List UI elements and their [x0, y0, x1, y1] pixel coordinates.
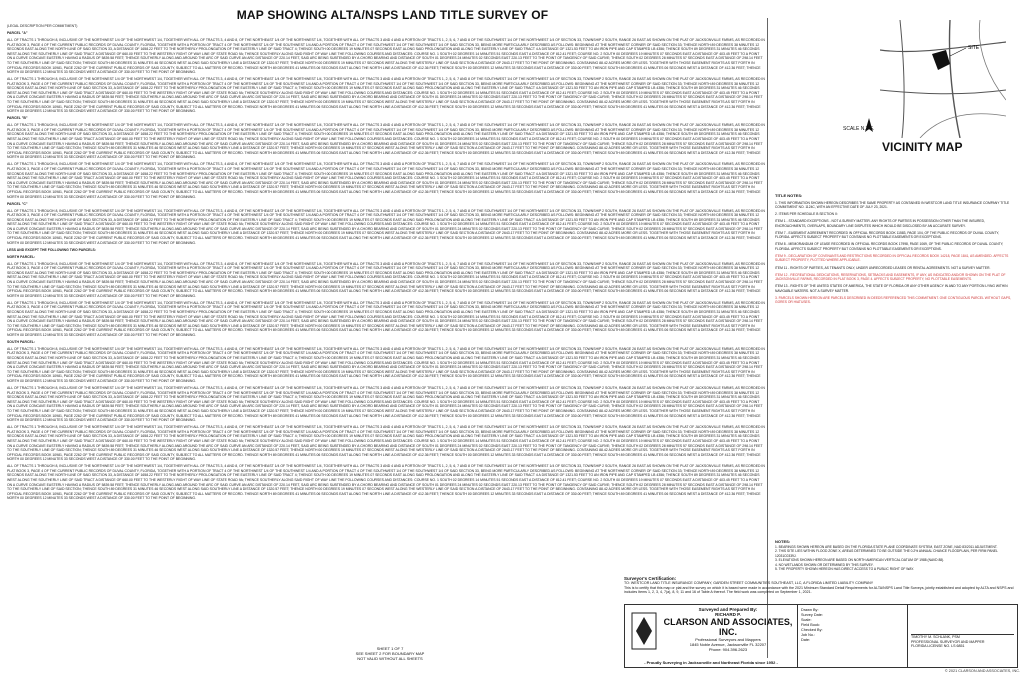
legal-paragraph: ALL OF TRACTS 1 THROUGH 8, INCLUSIVE OF THE NORTHWEST 1/4 OF THE NORTHWEST 1/4, TOGETHER WITH ALL OF TRACTS 3, 4 AND 8, OF THE NORTHEAST 1/4 OF THE NORTHWEST 1/4, TOGETHER WITH ALL OF TRACTS 3 AND 4 AND A PORTION OF TRACTS 1, 2, 5, 6, 7 AND 8 OF THE SOUTHWEST 1/4 OF THE NORTHWEST 1/4 OF SECTION 33, TOWNSHIP 2 SOUTH, RANGE 26 EAST AS SHOWN ON THE PLAT OF JACKSONVILLE FARMS, AS RECORDED IN PLAT BOOK 3, PAGE 4 OF THE CURRENT PUBLIC RECORDS OF DUVAL COUNTY, FLORIDA, TOGETHER WITH A PORTION OF TRACT 4 OF THE NORTHWEST 1/4 OF THE SOUTHWEST 1/4 AND A PORTION OF TRACT 4 OF THE SOUTHWEST 1/4 OF THE SOUTHWEST 1/4 OF SAID SECTION 33, BEING MORE PARTICULARLY DESCRIBED AS FOLLOWS: BEGINNING AT THE NORTHWEST CORNER OF SAID SECTION 33; THENCE NORTH 89 DEGREES 38 MINUTES 12 SECONDS EAST ALONG THE NORTH LINE OF SAID SECTION 33, A DISTANCE OF 1658.22 FEET TO THE NORTHERLY PROLONGATION OF THE EASTERLY LINE OF SAID TRACT 4; THENCE SOUTH 00 DEGREES 19 MINUTES 07 SECONDS EAST ALONG SAID PROLONGATION AND ALONG THE EASTERLY LINE OF SAID TRACT 4 A DISTANCE OF 1321.53 FEET TO AN IRON PIPE AND CAP STAMPED LB 4356; THENCE SOUTH 89 DEGREES 31 MINUTES 46 SECONDS WEST ALONG THE SOUTHERLY LINE OF SAID TRACT A DISTANCE OF 660.00 FEET TO THE WESTERLY RIGHT OF WAY LINE OF STATE ROAD 9A; THENCE SOUTHERLY ALONG SAID RIGHT OF WAY LINE THE FOLLOWING COURSES AND DISTANCES: COURSE NO. 1 SOUTH 02 DEGREES 14 MINUTES 51 SECONDS EAST A DISTANCE OF 812.41 FEET; COURSE NO. 2 SOUTH 00 DEGREES 19 MINUTES 07 SECONDS EAST A DISTANCE OF 403.45 FEET TO A POINT ON A CURVE CONCAVE EASTERLY HAVING A RADIUS OF 5839.58 FEET; THENCE SOUTHERLY ALONG AND AROUND THE ARC OF SAID CURVE AN ARC DISTANCE OF 220.14 FEET, SAID ARC BEING SUBTENDED BY A CHORD BEARING AND DISTANCE OF SOUTH 01 DEGREES 24 MINUTES 02 SECONDS EAST 220.13 FEET TO THE POINT OF TANGENCY OF SAID CURVE; THENCE SOUTH 02 DEGREES 28 MINUTES 57 SECONDS EAST A DISTANCE OF 298.14 FEET TO THE SOUTHERLY LINE OF SAID SECTION; THENCE SOUTH 89 DEGREES 31 MINUTES 46 SECONDS WEST ALONG SAID SOUTHERLY LINE A DISTANCE OF 1320.57 FEET; THENCE NORTH 00 DEGREES 19 MINUTES 07 SECONDS WEST ALONG THE WESTERLY LINE OF SAID SECTION A DISTANCE OF 2643.17 FEET TO THE POINT OF BEGINNING. CONTAINING 88.42 ACRES MORE OR LESS. TOGETHER WITH THOSE EASEMENT RIGHTS AS SET FORTH IN OFFICIAL RECORDS BOOK 10981, PAGE 2262 OF THE CURRENT PUBLIC RECORDS OF SAID COUNTY, SUBJECT TO ALL MATTERS OF RECORD. THENCE NORTH 89 DEGREES 41 MINUTES 06 SECONDS EAST ALONG THE NORTH LINE A DISTANCE OF 412.36 FEET; THENCE SOUTH 00 DEGREES 12 MINUTES 33 SECONDS EAST A DISTANCE OF 330.00 FEET; THENCE SOUTH 89 DEGREES 41 MINUTES 06 SECONDS WEST A DISTANCE OF 412.36 FEET; THENCE NORTH 00 DEGREES 12 MINUTES 33 SECONDS WEST A DISTANCE OF 330.00 FEET TO THE POINT OF BEGINNING.	[7, 208, 765, 245]
legal-paragraph: ALL OF TRACTS 1 THROUGH 8, INCLUSIVE OF THE NORTHWEST 1/4 OF THE NORTHWEST 1/4, TOGETHER WITH ALL OF TRACTS 3, 4 AND 8, OF THE NORTHEAST 1/4 OF THE NORTHWEST 1/4, TOGETHER WITH ALL OF TRACTS 3 AND 4 AND A PORTION OF TRACTS 1, 2, 5, 6, 7 AND 8 OF THE SOUTHWEST 1/4 OF THE NORTHWEST 1/4 OF SECTION 33, TOWNSHIP 2 SOUTH, RANGE 26 EAST AS SHOWN ON THE PLAT OF JACKSONVILLE FARMS, AS RECORDED IN PLAT BOOK 3, PAGE 4 OF THE CURRENT PUBLIC RECORDS OF DUVAL COUNTY, FLORIDA, TOGETHER WITH A PORTION OF TRACT 4 OF THE NORTHWEST 1/4 OF THE SOUTHWEST 1/4 AND A PORTION OF TRACT 4 OF THE SOUTHWEST 1/4 OF THE SOUTHWEST 1/4 OF SAID SECTION 33, BEING MORE PARTICULARLY DESCRIBED AS FOLLOWS: BEGINNING AT THE NORTHWEST CORNER OF SAID SECTION 33; THENCE NORTH 89 DEGREES 38 MINUTES 12 SECONDS EAST ALONG THE NORTH LINE OF SAID SECTION 33, A DISTANCE OF 1658.22 FEET TO THE NORTHERLY PROLONGATION OF THE EASTERLY LINE OF SAID TRACT 4; THENCE SOUTH 00 DEGREES 19 MINUTES 07 SECONDS EAST ALONG SAID PROLONGATION AND ALONG THE EASTERLY LINE OF SAID TRACT 4 A DISTANCE OF 1321.53 FEET TO AN IRON PIPE AND CAP STAMPED LB 4356; THENCE SOUTH 89 DEGREES 31 MINUTES 46 SECONDS WEST ALONG THE SOUTHERLY LINE OF SAID TRACT A DISTANCE OF 660.00 FEET TO THE WESTERLY RIGHT OF WAY LINE OF STATE ROAD 9A; THENCE SOUTHERLY ALONG SAID RIGHT OF WAY LINE THE FOLLOWING COURSES AND DISTANCES: COURSE NO. 1 SOUTH 02 DEGREES 14 MINUTES 51 SECONDS EAST A DISTANCE OF 812.41 FEET; COURSE NO. 2 SOUTH 00 DEGREES 19 MINUTES 07 SECONDS EAST A DISTANCE OF 403.45 FEET TO A POINT ON A CURVE CONCAVE EASTERLY HAVING A RADIUS OF 5839.58 FEET; THENCE SOUTHERLY ALONG AND AROUND THE ARC OF SAID CURVE AN ARC DISTANCE OF 220.14 FEET, SAID ARC BEING SUBTENDED BY A CHORD BEARING AND DISTANCE OF SOUTH 01 DEGREES 24 MINUTES 02 SECONDS EAST 220.13 FEET TO THE POINT OF TANGENCY OF SAID CURVE; THENCE SOUTH 02 DEGREES 28 MINUTES 57 SECONDS EAST A DISTANCE OF 298.14 FEET TO THE SOUTHERLY LINE OF SAID SECTION; THENCE SOUTH 89 DEGREES 31 MINUTES 46 SECONDS WEST ALONG SAID SOUTHERLY LINE A DISTANCE OF 1320.57 FEET; THENCE NORTH 00 DEGREES 19 MINUTES 07 SECONDS WEST ALONG THE WESTERLY LINE OF SAID SECTION A DISTANCE OF 2643.17 FEET TO THE POINT OF BEGINNING. CONTAINING 88.42 ACRES MORE OR LESS. TOGETHER WITH THOSE EASEMENT RIGHTS AS SET FORTH IN OFFICIAL RECORDS BOOK 10981, PAGE 2262 OF THE CURRENT PUBLIC RECORDS OF SAID COUNTY, SUBJECT TO ALL MATTERS OF RECORD. THENCE NORTH 89 DEGREES 41 MINUTES 06 SECONDS EAST ALONG THE NORTH LINE A DISTANCE OF 412.36 FEET; THENCE SOUTH 00 DEGREES 12 MINUTES 33 SECONDS EAST A DISTANCE OF 330.00 FEET; THENCE SOUTH 89 DEGREES 41 MINUTES 06 SECONDS WEST A DISTANCE OF 412.36 FEET; THENCE NORTH 00 DEGREES 12 MINUTES 33 SECONDS WEST A DISTANCE OF 330.00 FEET TO THE POINT OF BEGINNING.	[7, 346, 765, 384]
title-notes	[775, 194, 1013, 538]
sheet-line: NOT VALID WITHOUT ALL SHEETS	[357, 656, 423, 661]
firm-name: CLARSON AND ASSOCIATES, INC.	[663, 617, 793, 637]
note-item: 1. BEARINGS SHOWN HEREON ARE BASED ON THE FLORIDA STATE PLANE COORDINATE SYSTEM, EAST ZONE, NAD 83/2011 ADJUSTMENT.	[775, 544, 998, 549]
note-item: 1. THIS INFORMATION SHOWN HEREON DESCRIBES THE SAME PROPERTY AS CONTAINED IN WESTCOR LAND TITLE INSURANCE COMPANY TITLE COMMITMENT NO. 1124C, WITH AN EFFECTIVE DATE OF JULY 23, 2021.	[775, 200, 1010, 209]
column-divider	[767, 18, 768, 658]
scale-label: SCALE N.T.S.	[843, 126, 875, 132]
title-block	[624, 604, 1018, 668]
firm-block	[663, 607, 793, 652]
legal-paragraph: ALL OF TRACTS 1 THROUGH 8, INCLUSIVE OF THE NORTHWEST 1/4 OF THE NORTHWEST 1/4, TOGETHER WITH ALL OF TRACTS 3, 4 AND 8, OF THE NORTHEAST 1/4 OF THE NORTHWEST 1/4, TOGETHER WITH ALL OF TRACTS 3 AND 4 AND A PORTION OF TRACTS 1, 2, 5, 6, 7 AND 8 OF THE SOUTHWEST 1/4 OF THE NORTHWEST 1/4 OF SECTION 33, TOWNSHIP 2 SOUTH, RANGE 26 EAST AS SHOWN ON THE PLAT OF JACKSONVILLE FARMS, AS RECORDED IN PLAT BOOK 3, PAGE 4 OF THE CURRENT PUBLIC RECORDS OF DUVAL COUNTY, FLORIDA, TOGETHER WITH A PORTION OF TRACT 4 OF THE NORTHWEST 1/4 OF THE SOUTHWEST 1/4 AND A PORTION OF TRACT 4 OF THE SOUTHWEST 1/4 OF THE SOUTHWEST 1/4 OF SAID SECTION 33, BEING MORE PARTICULARLY DESCRIBED AS FOLLOWS: BEGINNING AT THE NORTHWEST CORNER OF SAID SECTION 33; THENCE NORTH 89 DEGREES 38 MINUTES 12 SECONDS EAST ALONG THE NORTH LINE OF SAID SECTION 33, A DISTANCE OF 1658.22 FEET TO THE NORTHERLY PROLONGATION OF THE EASTERLY LINE OF SAID TRACT 4; THENCE SOUTH 00 DEGREES 19 MINUTES 07 SECONDS EAST ALONG SAID PROLONGATION AND ALONG THE EASTERLY LINE OF SAID TRACT 4 A DISTANCE OF 1321.53 FEET TO AN IRON PIPE AND CAP STAMPED LB 4356; THENCE SOUTH 89 DEGREES 31 MINUTES 46 SECONDS WEST ALONG THE SOUTHERLY LINE OF SAID TRACT A DISTANCE OF 660.00 FEET TO THE WESTERLY RIGHT OF WAY LINE OF STATE ROAD 9A; THENCE SOUTHERLY ALONG SAID RIGHT OF WAY LINE THE FOLLOWING COURSES AND DISTANCES: COURSE NO. 1 SOUTH 02 DEGREES 14 MINUTES 51 SECONDS EAST A DISTANCE OF 812.41 FEET; COURSE NO. 2 SOUTH 00 DEGREES 19 MINUTES 07 SECONDS EAST A DISTANCE OF 403.45 FEET TO A POINT ON A CURVE CONCAVE EASTERLY HAVING A RADIUS OF 5839.58 FEET; THENCE SOUTHERLY ALONG AND AROUND THE ARC OF SAID CURVE AN ARC DISTANCE OF 220.14 FEET, SAID ARC BEING SUBTENDED BY A CHORD BEARING AND DISTANCE OF SOUTH 01 DEGREES 24 MINUTES 02 SECONDS EAST 220.13 FEET TO THE POINT OF TANGENCY OF SAID CURVE; THENCE SOUTH 02 DEGREES 28 MINUTES 57 SECONDS EAST A DISTANCE OF 298.14 FEET TO THE SOUTHERLY LINE OF SAID SECTION; THENCE SOUTH 89 DEGREES 31 MINUTES 46 SECONDS WEST ALONG SAID SOUTHERLY LINE A DISTANCE OF 1320.57 FEET; THENCE NORTH 00 DEGREES 19 MINUTES 07 SECONDS WEST ALONG THE WESTERLY LINE OF SAID SECTION A DISTANCE OF 2643.17 FEET TO THE POINT OF BEGINNING. CONTAINING 88.42 ACRES MORE OR LESS. TOGETHER WITH THOSE EASEMENT RIGHTS AS SET FORTH IN OFFICIAL RECORDS BOOK 10981, PAGE 2262 OF THE CURRENT PUBLIC RECORDS OF SAID COUNTY, SUBJECT TO ALL MATTERS OF RECORD. THENCE NORTH 89 DEGREES 41 MINUTES 06 SECONDS EAST ALONG THE NORTH LINE A DISTANCE OF 412.36 FEET; THENCE SOUTH 00 DEGREES 12 MINUTES 33 SECONDS EAST A DISTANCE OF 330.00 FEET; THENCE SOUTH 89 DEGREES 41 MINUTES 06 SECONDS WEST A DISTANCE OF 412.36 FEET; THENCE NORTH 00 DEGREES 12 MINUTES 33 SECONDS WEST A DISTANCE OF 330.00 FEET TO THE POINT OF BEGINNING.	[7, 425, 765, 462]
page-title: MAP SHOWING ALTA/NSPS LAND TITLE SURVEY OF	[236, 8, 549, 22]
firm-logo-icon	[630, 611, 658, 651]
legal-paragraph: ALL OF TRACTS 1 THROUGH 8, INCLUSIVE OF THE NORTHWEST 1/4 OF THE NORTHWEST 1/4, TOGETHER WITH ALL OF TRACTS 3, 4 AND 8, OF THE NORTHEAST 1/4 OF THE NORTHWEST 1/4, TOGETHER WITH ALL OF TRACTS 3 AND 4 AND A PORTION OF TRACTS 1, 2, 5, 6, 7 AND 8 OF THE SOUTHWEST 1/4 OF THE NORTHWEST 1/4 OF SECTION 33, TOWNSHIP 2 SOUTH, RANGE 26 EAST AS SHOWN ON THE PLAT OF JACKSONVILLE FARMS, AS RECORDED IN PLAT BOOK 3, PAGE 4 OF THE CURRENT PUBLIC RECORDS OF DUVAL COUNTY, FLORIDA, TOGETHER WITH A PORTION OF TRACT 4 OF THE NORTHWEST 1/4 OF THE SOUTHWEST 1/4 AND A PORTION OF TRACT 4 OF THE SOUTHWEST 1/4 OF THE SOUTHWEST 1/4 OF SAID SECTION 33, BEING MORE PARTICULARLY DESCRIBED AS FOLLOWS: BEGINNING AT THE NORTHWEST CORNER OF SAID SECTION 33; THENCE NORTH 89 DEGREES 38 MINUTES 12 SECONDS EAST ALONG THE NORTH LINE OF SAID SECTION 33, A DISTANCE OF 1658.22 FEET TO THE NORTHERLY PROLONGATION OF THE EASTERLY LINE OF SAID TRACT 4; THENCE SOUTH 00 DEGREES 19 MINUTES 07 SECONDS EAST ALONG SAID PROLONGATION AND ALONG THE EASTERLY LINE OF SAID TRACT 4 A DISTANCE OF 1321.53 FEET TO AN IRON PIPE AND CAP STAMPED LB 4356; THENCE SOUTH 89 DEGREES 31 MINUTES 46 SECONDS WEST ALONG THE SOUTHERLY LINE OF SAID TRACT A DISTANCE OF 660.00 FEET TO THE WESTERLY RIGHT OF WAY LINE OF STATE ROAD 9A; THENCE SOUTHERLY ALONG SAID RIGHT OF WAY LINE THE FOLLOWING COURSES AND DISTANCES: COURSE NO. 1 SOUTH 02 DEGREES 14 MINUTES 51 SECONDS EAST A DISTANCE OF 812.41 FEET; COURSE NO. 2 SOUTH 00 DEGREES 19 MINUTES 07 SECONDS EAST A DISTANCE OF 403.45 FEET TO A POINT ON A CURVE CONCAVE EASTERLY HAVING A RADIUS OF 5839.58 FEET; THENCE SOUTHERLY ALONG AND AROUND THE ARC OF SAID CURVE AN ARC DISTANCE OF 220.14 FEET, SAID ARC BEING SUBTENDED BY A CHORD BEARING AND DISTANCE OF SOUTH 01 DEGREES 24 MINUTES 02 SECONDS EAST 220.13 FEET TO THE POINT OF TANGENCY OF SAID CURVE; THENCE SOUTH 02 DEGREES 28 MINUTES 57 SECONDS EAST A DISTANCE OF 298.14 FEET TO THE SOUTHERLY LINE OF SAID SECTION; THENCE SOUTH 89 DEGREES 31 MINUTES 46 SECONDS WEST ALONG SAID SOUTHERLY LINE A DISTANCE OF 1320.57 FEET; THENCE NORTH 00 DEGREES 19 MINUTES 07 SECONDS WEST ALONG THE WESTERLY LINE OF SAID SECTION A DISTANCE OF 2643.17 FEET TO THE POINT OF BEGINNING. CONTAINING 88.42 ACRES MORE OR LESS. TOGETHER WITH THOSE EASEMENT RIGHTS AS SET FORTH IN OFFICIAL RECORDS BOOK 10981, PAGE 2262 OF THE CURRENT PUBLIC RECORDS OF SAID COUNTY, SUBJECT TO ALL MATTERS OF RECORD. THENCE NORTH 89 DEGREES 41 MINUTES 06 SECONDS EAST ALONG THE NORTH LINE A DISTANCE OF 412.36 FEET; THENCE SOUTH 00 DEGREES 12 MINUTES 33 SECONDS EAST A DISTANCE OF 330.00 FEET; THENCE SOUTH 89 DEGREES 41 MINUTES 06 SECONDS WEST A DISTANCE OF 412.36 FEET; THENCE NORTH 00 DEGREES 12 MINUTES 33 SECONDS WEST A DISTANCE OF 330.00 FEET TO THE POINT OF BEGINNING.	[7, 464, 765, 501]
note-item: 5. THE PROPERTY SHOWN HEREON HAS DIRECT ACCESS TO A PUBLIC RIGHT OF WAY.	[775, 567, 914, 571]
firm-principal: RICHARD P.	[715, 612, 741, 617]
surveyor-title: PROFESSIONAL SURVEYOR AND MAPPER	[911, 639, 985, 644]
south-parcel-label: SOUTH PARCEL:	[7, 339, 36, 344]
note-item: 2. THIS SITE LIES WITHIN FLOOD ZONE X, AREAS DETERMINED TO BE OUTSIDE THE 0.2% ANNUAL CHANCE FLOODPLAIN, PER FIRM PANEL 12031C0339J.	[775, 549, 998, 558]
surveyor-certification	[624, 577, 1016, 604]
firm-profession: Professional Surveyors and Mappers	[695, 637, 761, 642]
job-field: Drawn By:	[801, 608, 819, 612]
legal-paragraph: ALL OF TRACTS 1 THROUGH 8, INCLUSIVE OF THE NORTHWEST 1/4 OF THE NORTHWEST 1/4, TOGETHER WITH ALL OF TRACTS 3, 4 AND 8, OF THE NORTHEAST 1/4 OF THE NORTHWEST 1/4, TOGETHER WITH ALL OF TRACTS 3 AND 4 AND A PORTION OF TRACTS 1, 2, 5, 6, 7 AND 8 OF THE SOUTHWEST 1/4 OF THE NORTHWEST 1/4 OF SECTION 33, TOWNSHIP 2 SOUTH, RANGE 26 EAST AS SHOWN ON THE PLAT OF JACKSONVILLE FARMS, AS RECORDED IN PLAT BOOK 3, PAGE 4 OF THE CURRENT PUBLIC RECORDS OF DUVAL COUNTY, FLORIDA, TOGETHER WITH A PORTION OF TRACT 4 OF THE NORTHWEST 1/4 OF THE SOUTHWEST 1/4 AND A PORTION OF TRACT 4 OF THE SOUTHWEST 1/4 OF THE SOUTHWEST 1/4 OF SAID SECTION 33, BEING MORE PARTICULARLY DESCRIBED AS FOLLOWS: BEGINNING AT THE NORTHWEST CORNER OF SAID SECTION 33; THENCE NORTH 89 DEGREES 38 MINUTES 12 SECONDS EAST ALONG THE NORTH LINE OF SAID SECTION 33, A DISTANCE OF 1658.22 FEET TO THE NORTHERLY PROLONGATION OF THE EASTERLY LINE OF SAID TRACT 4; THENCE SOUTH 00 DEGREES 19 MINUTES 07 SECONDS EAST ALONG SAID PROLONGATION AND ALONG THE EASTERLY LINE OF SAID TRACT 4 A DISTANCE OF 1321.53 FEET TO AN IRON PIPE AND CAP STAMPED LB 4356; THENCE SOUTH 89 DEGREES 31 MINUTES 46 SECONDS WEST ALONG THE SOUTHERLY LINE OF SAID TRACT A DISTANCE OF 660.00 FEET TO THE WESTERLY RIGHT OF WAY LINE OF STATE ROAD 9A; THENCE SOUTHERLY ALONG SAID RIGHT OF WAY LINE THE FOLLOWING COURSES AND DISTANCES: COURSE NO. 1 SOUTH 02 DEGREES 14 MINUTES 51 SECONDS EAST A DISTANCE OF 812.41 FEET; COURSE NO. 2 SOUTH 00 DEGREES 19 MINUTES 07 SECONDS EAST A DISTANCE OF 403.45 FEET TO A POINT ON A CURVE CONCAVE EASTERLY HAVING A RADIUS OF 5839.58 FEET; THENCE SOUTHERLY ALONG AND AROUND THE ARC OF SAID CURVE AN ARC DISTANCE OF 220.14 FEET, SAID ARC BEING SUBTENDED BY A CHORD BEARING AND DISTANCE OF SOUTH 01 DEGREES 24 MINUTES 02 SECONDS EAST 220.13 FEET TO THE POINT OF TANGENCY OF SAID CURVE; THENCE SOUTH 02 DEGREES 28 MINUTES 57 SECONDS EAST A DISTANCE OF 298.14 FEET TO THE SOUTHERLY LINE OF SAID SECTION; THENCE SOUTH 89 DEGREES 31 MINUTES 46 SECONDS WEST ALONG SAID SOUTHERLY LINE A DISTANCE OF 1320.57 FEET; THENCE NORTH 00 DEGREES 19 MINUTES 07 SECONDS WEST ALONG THE WESTERLY LINE OF SAID SECTION A DISTANCE OF 2643.17 FEET TO THE POINT OF BEGINNING. CONTAINING 88.42 ACRES MORE OR LESS. TOGETHER WITH THOSE EASEMENT RIGHTS AS SET FORTH IN OFFICIAL RECORDS BOOK 10981, PAGE 2262 OF THE CURRENT PUBLIC RECORDS OF SAID COUNTY, SUBJECT TO ALL MATTERS OF RECORD. THENCE NORTH 89 DEGREES 41 MINUTES 06 SECONDS EAST ALONG THE NORTH LINE A DISTANCE OF 412.36 FEET; THENCE SOUTH 00 DEGREES 12 MINUTES 33 SECONDS EAST A DISTANCE OF 330.00 FEET; THENCE SOUTH 89 DEGREES 41 MINUTES 06 SECONDS WEST A DISTANCE OF 412.36 FEET; THENCE NORTH 00 DEGREES 12 MINUTES 33 SECONDS WEST A DISTANCE OF 330.00 FEET TO THE POINT OF BEGINNING.	[7, 261, 765, 298]
surveyor-signature	[907, 605, 1017, 667]
surveyor-license: FLORIDA LICENSE NO. LS 6851	[911, 644, 965, 649]
job-field: Field Book:	[801, 623, 820, 627]
general-notes-heading: NOTES:	[775, 540, 791, 544]
sheet-line: SEE SHEET 2 FOR BOUNDARY MAP	[355, 651, 425, 656]
note-item: 4. NO WETLANDS SHOWN OR DETERMINED BY THIS SURVEY.	[775, 562, 874, 567]
note-item: 3. ELEVATIONS SHOWN HEREON ARE BASED ON NORTH AMERICAN VERTICAL DATUM OF 1988 (NAVD 88).	[775, 558, 945, 562]
note-item-red: ITEM 9 - DECLARATION OF COVENANTS AND RESTRICTIONS RECORDED IN OFFICIAL RECORDS BOOK 14218, PAGE 1841, AS AMENDED. AFFECTS SUBJECT PROPERTY, PLOTTED WHERE APPLICABLE.	[775, 253, 1009, 263]
certification-heading: Surveyor's Certification:	[624, 576, 677, 581]
surveyor-name: TIMOTHY M. SCHLANK, PSM	[911, 635, 960, 639]
vicinity-map-title: VICINITY MAP	[882, 140, 963, 154]
job-field: Date:	[801, 638, 811, 642]
firm-address: 1845 Noble Avenue, Jacksonville FL 32207	[689, 642, 767, 647]
firm-phone: Phone: 904.396.2623	[708, 647, 748, 652]
certification-to: TO: WESTCOR LAND TITLE INSURANCE COMPANY, GARDEN STREET COMMUNITIES SOUTHEAST, LLC, A FLORIDA LIMITED LIABILITY COMPANY	[624, 581, 874, 586]
note-item-red: 3. PARCELS SHOWN HEREON ARE PARCELS DESCRIBED IN DEEDS REFERENCED THIS COMMITMENT. ONE CONTIGUOUS PARCEL WITHOUT GAPS, GORES OR HIATUSES.	[775, 295, 1012, 305]
certification-body: This is to certify that this map or plat and the survey on which it is based were made in accordance with the 2021 Minimum Standard Detail Requirements for ALTA/NSPS Land Title Surveys, jointly established and adopted by ALTA and NSPS and includes Items 1, 2, 3, 4, 7(a), 8, 9, 11 and 16 of Table A thereof. The field work was completed on September 1, 2021.	[624, 585, 1014, 595]
parcel-b-label: PARCEL "B"	[7, 116, 28, 121]
firm-tagline: - Proudly Surveying in Jacksonville and Northeast Florida since 1952 -	[644, 660, 778, 665]
sheet-number	[330, 646, 450, 661]
parcel-a-label: PARCEL "A"	[7, 30, 28, 35]
legal-paragraph: ALL OF TRACTS 1 THROUGH 8, INCLUSIVE OF THE NORTHWEST 1/4 OF THE NORTHWEST 1/4, TOGETHER WITH ALL OF TRACTS 3, 4 AND 8, OF THE NORTHEAST 1/4 OF THE NORTHWEST 1/4, TOGETHER WITH ALL OF TRACTS 3 AND 4 AND A PORTION OF TRACTS 1, 2, 5, 6, 7 AND 8 OF THE SOUTHWEST 1/4 OF THE NORTHWEST 1/4 OF SECTION 33, TOWNSHIP 2 SOUTH, RANGE 26 EAST AS SHOWN ON THE PLAT OF JACKSONVILLE FARMS, AS RECORDED IN PLAT BOOK 3, PAGE 4 OF THE CURRENT PUBLIC RECORDS OF DUVAL COUNTY, FLORIDA, TOGETHER WITH A PORTION OF TRACT 4 OF THE NORTHWEST 1/4 OF THE SOUTHWEST 1/4 AND A PORTION OF TRACT 4 OF THE SOUTHWEST 1/4 OF THE SOUTHWEST 1/4 OF SAID SECTION 33, BEING MORE PARTICULARLY DESCRIBED AS FOLLOWS: BEGINNING AT THE NORTHWEST CORNER OF SAID SECTION 33; THENCE NORTH 89 DEGREES 38 MINUTES 12 SECONDS EAST ALONG THE NORTH LINE OF SAID SECTION 33, A DISTANCE OF 1658.22 FEET TO THE NORTHERLY PROLONGATION OF THE EASTERLY LINE OF SAID TRACT 4; THENCE SOUTH 00 DEGREES 19 MINUTES 07 SECONDS EAST ALONG SAID PROLONGATION AND ALONG THE EASTERLY LINE OF SAID TRACT 4 A DISTANCE OF 1321.53 FEET TO AN IRON PIPE AND CAP STAMPED LB 4356; THENCE SOUTH 89 DEGREES 31 MINUTES 46 SECONDS WEST ALONG THE SOUTHERLY LINE OF SAID TRACT A DISTANCE OF 660.00 FEET TO THE WESTERLY RIGHT OF WAY LINE OF STATE ROAD 9A; THENCE SOUTHERLY ALONG SAID RIGHT OF WAY LINE THE FOLLOWING COURSES AND DISTANCES: COURSE NO. 1 SOUTH 02 DEGREES 14 MINUTES 51 SECONDS EAST A DISTANCE OF 812.41 FEET; COURSE NO. 2 SOUTH 00 DEGREES 19 MINUTES 07 SECONDS EAST A DISTANCE OF 403.45 FEET TO A POINT ON A CURVE CONCAVE EASTERLY HAVING A RADIUS OF 5839.58 FEET; THENCE SOUTHERLY ALONG AND AROUND THE ARC OF SAID CURVE AN ARC DISTANCE OF 220.14 FEET, SAID ARC BEING SUBTENDED BY A CHORD BEARING AND DISTANCE OF SOUTH 01 DEGREES 24 MINUTES 02 SECONDS EAST 220.13 FEET TO THE POINT OF TANGENCY OF SAID CURVE; THENCE SOUTH 02 DEGREES 28 MINUTES 57 SECONDS EAST A DISTANCE OF 298.14 FEET TO THE SOUTHERLY LINE OF SAID SECTION; THENCE SOUTH 89 DEGREES 31 MINUTES 46 SECONDS WEST ALONG SAID SOUTHERLY LINE A DISTANCE OF 1320.57 FEET; THENCE NORTH 00 DEGREES 19 MINUTES 07 SECONDS WEST ALONG THE WESTERLY LINE OF SAID SECTION A DISTANCE OF 2643.17 FEET TO THE POINT OF BEGINNING. CONTAINING 88.42 ACRES MORE OR LESS. TOGETHER WITH THOSE EASEMENT RIGHTS AS SET FORTH IN OFFICIAL RECORDS BOOK 10981, PAGE 2262 OF THE CURRENT PUBLIC RECORDS OF SAID COUNTY, SUBJECT TO ALL MATTERS OF RECORD. THENCE NORTH 89 DEGREES 41 MINUTES 06 SECONDS EAST ALONG THE NORTH LINE A DISTANCE OF 412.36 FEET; THENCE SOUTH 00 DEGREES 12 MINUTES 33 SECONDS EAST A DISTANCE OF 330.00 FEET; THENCE SOUTH 89 DEGREES 41 MINUTES 06 SECONDS WEST A DISTANCE OF 412.36 FEET; THENCE NORTH 00 DEGREES 12 MINUTES 33 SECONDS WEST A DISTANCE OF 330.00 FEET TO THE POINT OF BEGINNING.	[7, 123, 765, 160]
legal-description	[7, 24, 765, 644]
note-item: ITEM 7 - EASEMENT AGREEMENT RECORDED IN OFFICIAL RECORDS BOOK 11583, PAGE 104, OF THE PUBLIC RECORDS OF DUVAL COUNTY, FLORIDA. AFFECTS SUBJECT PROPERTY BUT CONTAINS NO PLOTTABLE EASEMENTS OR EXCEPTIONS.	[775, 230, 1000, 240]
less-except-label: LESS AND EXCEPT THE FOLLOWING TWO PARCELS:	[7, 247, 96, 252]
parcel-c-label: PARCEL "C"	[7, 201, 28, 206]
legal-paragraph: ALL OF TRACTS 1 THROUGH 8, INCLUSIVE OF THE NORTHWEST 1/4 OF THE NORTHWEST 1/4, TOGETHER WITH ALL OF TRACTS 3, 4 AND 8, OF THE NORTHEAST 1/4 OF THE NORTHWEST 1/4, TOGETHER WITH ALL OF TRACTS 3 AND 4 AND A PORTION OF TRACTS 1, 2, 5, 6, 7 AND 8 OF THE SOUTHWEST 1/4 OF THE NORTHWEST 1/4 OF SECTION 33, TOWNSHIP 2 SOUTH, RANGE 26 EAST AS SHOWN ON THE PLAT OF JACKSONVILLE FARMS, AS RECORDED IN PLAT BOOK 3, PAGE 4 OF THE CURRENT PUBLIC RECORDS OF DUVAL COUNTY, FLORIDA, TOGETHER WITH A PORTION OF TRACT 4 OF THE NORTHWEST 1/4 OF THE SOUTHWEST 1/4 AND A PORTION OF TRACT 4 OF THE SOUTHWEST 1/4 OF THE SOUTHWEST 1/4 OF SAID SECTION 33, BEING MORE PARTICULARLY DESCRIBED AS FOLLOWS: BEGINNING AT THE NORTHWEST CORNER OF SAID SECTION 33; THENCE NORTH 89 DEGREES 38 MINUTES 12 SECONDS EAST ALONG THE NORTH LINE OF SAID SECTION 33, A DISTANCE OF 1658.22 FEET TO THE NORTHERLY PROLONGATION OF THE EASTERLY LINE OF SAID TRACT 4; THENCE SOUTH 00 DEGREES 19 MINUTES 07 SECONDS EAST ALONG SAID PROLONGATION AND ALONG THE EASTERLY LINE OF SAID TRACT 4 A DISTANCE OF 1321.53 FEET TO AN IRON PIPE AND CAP STAMPED LB 4356; THENCE SOUTH 89 DEGREES 31 MINUTES 46 SECONDS WEST ALONG THE SOUTHERLY LINE OF SAID TRACT A DISTANCE OF 660.00 FEET TO THE WESTERLY RIGHT OF WAY LINE OF STATE ROAD 9A; THENCE SOUTHERLY ALONG SAID RIGHT OF WAY LINE THE FOLLOWING COURSES AND DISTANCES: COURSE NO. 1 SOUTH 02 DEGREES 14 MINUTES 51 SECONDS EAST A DISTANCE OF 812.41 FEET; COURSE NO. 2 SOUTH 00 DEGREES 19 MINUTES 07 SECONDS EAST A DISTANCE OF 403.45 FEET TO A POINT ON A CURVE CONCAVE EASTERLY HAVING A RADIUS OF 5839.58 FEET; THENCE SOUTHERLY ALONG AND AROUND THE ARC OF SAID CURVE AN ARC DISTANCE OF 220.14 FEET, SAID ARC BEING SUBTENDED BY A CHORD BEARING AND DISTANCE OF SOUTH 01 DEGREES 24 MINUTES 02 SECONDS EAST 220.13 FEET TO THE POINT OF TANGENCY OF SAID CURVE; THENCE SOUTH 02 DEGREES 28 MINUTES 57 SECONDS EAST A DISTANCE OF 298.14 FEET TO THE SOUTHERLY LINE OF SAID SECTION; THENCE SOUTH 89 DEGREES 31 MINUTES 46 SECONDS WEST ALONG SAID SOUTHERLY LINE A DISTANCE OF 1320.57 FEET; THENCE NORTH 00 DEGREES 19 MINUTES 07 SECONDS WEST ALONG THE WESTERLY LINE OF SAID SECTION A DISTANCE OF 2643.17 FEET TO THE POINT OF BEGINNING. CONTAINING 88.42 ACRES MORE OR LESS. TOGETHER WITH THOSE EASEMENT RIGHTS AS SET FORTH IN OFFICIAL RECORDS BOOK 10981, PAGE 2262 OF THE CURRENT PUBLIC RECORDS OF SAID COUNTY, SUBJECT TO ALL MATTERS OF RECORD. THENCE NORTH 89 DEGREES 41 MINUTES 06 SECONDS EAST ALONG THE NORTH LINE A DISTANCE OF 412.36 FEET; THENCE SOUTH 00 DEGREES 12 MINUTES 33 SECONDS EAST A DISTANCE OF 330.00 FEET; THENCE SOUTH 89 DEGREES 41 MINUTES 06 SECONDS WEST A DISTANCE OF 412.36 FEET; THENCE NORTH 00 DEGREES 12 MINUTES 33 SECONDS WEST A DISTANCE OF 330.00 FEET TO THE POINT OF BEGINNING.	[7, 162, 765, 199]
note-item: ITEM 1 - STANDARD EXCEPTIONS - NOT A SURVEY MATTER. ANY RIGHTS OF PARTIES IN POSSESSION OTHER THAN THE INSURED, ENCROACHMENTS, OVERLAPS, BOUNDARY LINE DISPUTES WHICH WOULD BE DISCLOSED BY AN ACCURATE SURVEY.	[775, 219, 985, 228]
prepared-by: Surveyed and Prepared By:	[698, 607, 758, 612]
legal-paragraph: ALL OF TRACTS 1 THROUGH 8, INCLUSIVE OF THE NORTHWEST 1/4 OF THE NORTHWEST 1/4, TOGETHER WITH ALL OF TRACTS 3, 4 AND 8, OF THE NORTHEAST 1/4 OF THE NORTHWEST 1/4, TOGETHER WITH ALL OF TRACTS 3 AND 4 AND A PORTION OF TRACTS 1, 2, 5, 6, 7 AND 8 OF THE SOUTHWEST 1/4 OF THE NORTHWEST 1/4 OF SECTION 33, TOWNSHIP 2 SOUTH, RANGE 26 EAST AS SHOWN ON THE PLAT OF JACKSONVILLE FARMS, AS RECORDED IN PLAT BOOK 3, PAGE 4 OF THE CURRENT PUBLIC RECORDS OF DUVAL COUNTY, FLORIDA, TOGETHER WITH A PORTION OF TRACT 4 OF THE NORTHWEST 1/4 OF THE SOUTHWEST 1/4 AND A PORTION OF TRACT 4 OF THE SOUTHWEST 1/4 OF THE SOUTHWEST 1/4 OF SAID SECTION 33, BEING MORE PARTICULARLY DESCRIBED AS FOLLOWS: BEGINNING AT THE NORTHWEST CORNER OF SAID SECTION 33; THENCE NORTH 89 DEGREES 38 MINUTES 12 SECONDS EAST ALONG THE NORTH LINE OF SAID SECTION 33, A DISTANCE OF 1658.22 FEET TO THE NORTHERLY PROLONGATION OF THE EASTERLY LINE OF SAID TRACT 4; THENCE SOUTH 00 DEGREES 19 MINUTES 07 SECONDS EAST ALONG SAID PROLONGATION AND ALONG THE EASTERLY LINE OF SAID TRACT 4 A DISTANCE OF 1321.53 FEET TO AN IRON PIPE AND CAP STAMPED LB 4356; THENCE SOUTH 89 DEGREES 31 MINUTES 46 SECONDS WEST ALONG THE SOUTHERLY LINE OF SAID TRACT A DISTANCE OF 660.00 FEET TO THE WESTERLY RIGHT OF WAY LINE OF STATE ROAD 9A; THENCE SOUTHERLY ALONG SAID RIGHT OF WAY LINE THE FOLLOWING COURSES AND DISTANCES: COURSE NO. 1 SOUTH 02 DEGREES 14 MINUTES 51 SECONDS EAST A DISTANCE OF 812.41 FEET; COURSE NO. 2 SOUTH 00 DEGREES 19 MINUTES 07 SECONDS EAST A DISTANCE OF 403.45 FEET TO A POINT ON A CURVE CONCAVE EASTERLY HAVING A RADIUS OF 5839.58 FEET; THENCE SOUTHERLY ALONG AND AROUND THE ARC OF SAID CURVE AN ARC DISTANCE OF 220.14 FEET, SAID ARC BEING SUBTENDED BY A CHORD BEARING AND DISTANCE OF SOUTH 01 DEGREES 24 MINUTES 02 SECONDS EAST 220.13 FEET TO THE POINT OF TANGENCY OF SAID CURVE; THENCE SOUTH 02 DEGREES 28 MINUTES 57 SECONDS EAST A DISTANCE OF 298.14 FEET TO THE SOUTHERLY LINE OF SAID SECTION; THENCE SOUTH 89 DEGREES 31 MINUTES 46 SECONDS WEST ALONG SAID SOUTHERLY LINE A DISTANCE OF 1320.57 FEET; THENCE NORTH 00 DEGREES 19 MINUTES 07 SECONDS WEST ALONG THE WESTERLY LINE OF SAID SECTION A DISTANCE OF 2643.17 FEET TO THE POINT OF BEGINNING. CONTAINING 88.42 ACRES MORE OR LESS. TOGETHER WITH THOSE EASEMENT RIGHTS AS SET FORTH IN OFFICIAL RECORDS BOOK 10981, PAGE 2262 OF THE CURRENT PUBLIC RECORDS OF SAID COUNTY, SUBJECT TO ALL MATTERS OF RECORD. THENCE NORTH 89 DEGREES 41 MINUTES 06 SECONDS EAST ALONG THE NORTH LINE A DISTANCE OF 412.36 FEET; THENCE SOUTH 00 DEGREES 12 MINUTES 33 SECONDS EAST A DISTANCE OF 330.00 FEET; THENCE SOUTH 89 DEGREES 41 MINUTES 06 SECONDS WEST A DISTANCE OF 412.36 FEET; THENCE NORTH 00 DEGREES 12 MINUTES 33 SECONDS WEST A DISTANCE OF 330.00 FEET TO THE POINT OF BEGINNING.	[7, 300, 765, 337]
title-notes-heading: TITLE NOTES:	[775, 194, 803, 198]
job-field: Job No.:	[801, 633, 816, 637]
site-label: SITE	[968, 45, 980, 51]
vicinity-map	[880, 20, 1006, 138]
job-info	[797, 605, 907, 667]
note-item: ITEM 8 - MEMORANDUM OF LEASE RECORDED IN OFFICIAL RECORDS BOOK 17998, PAGE 1069, OF THE PUBLIC RECORDS OF DUVAL COUNTY, FLORIDA. AFFECTS SUBJECT PROPERTY BUT CONTAINS NO PLOTTABLE EASEMENTS OR EXCEPTIONS.	[775, 242, 1004, 251]
note-item: 2. ITEMS PER SCHEDULE B SECTION II:	[775, 212, 838, 217]
legal-paragraph: ALL OF TRACTS 1 THROUGH 8, INCLUSIVE OF THE NORTHWEST 1/4 OF THE NORTHWEST 1/4, TOGETHER WITH ALL OF TRACTS 3, 4 AND 8, OF THE NORTHEAST 1/4 OF THE NORTHWEST 1/4, TOGETHER WITH ALL OF TRACTS 3 AND 4 AND A PORTION OF TRACTS 1, 2, 5, 6, 7 AND 8 OF THE SOUTHWEST 1/4 OF THE NORTHWEST 1/4 OF SECTION 33, TOWNSHIP 2 SOUTH, RANGE 26 EAST AS SHOWN ON THE PLAT OF JACKSONVILLE FARMS, AS RECORDED IN PLAT BOOK 3, PAGE 4 OF THE CURRENT PUBLIC RECORDS OF DUVAL COUNTY, FLORIDA, TOGETHER WITH A PORTION OF TRACT 4 OF THE NORTHWEST 1/4 OF THE SOUTHWEST 1/4 AND A PORTION OF TRACT 4 OF THE SOUTHWEST 1/4 OF THE SOUTHWEST 1/4 OF SAID SECTION 33, BEING MORE PARTICULARLY DESCRIBED AS FOLLOWS: BEGINNING AT THE NORTHWEST CORNER OF SAID SECTION 33; THENCE NORTH 89 DEGREES 38 MINUTES 12 SECONDS EAST ALONG THE NORTH LINE OF SAID SECTION 33, A DISTANCE OF 1658.22 FEET TO THE NORTHERLY PROLONGATION OF THE EASTERLY LINE OF SAID TRACT 4; THENCE SOUTH 00 DEGREES 19 MINUTES 07 SECONDS EAST ALONG SAID PROLONGATION AND ALONG THE EASTERLY LINE OF SAID TRACT 4 A DISTANCE OF 1321.53 FEET TO AN IRON PIPE AND CAP STAMPED LB 4356; THENCE SOUTH 89 DEGREES 31 MINUTES 46 SECONDS WEST ALONG THE SOUTHERLY LINE OF SAID TRACT A DISTANCE OF 660.00 FEET TO THE WESTERLY RIGHT OF WAY LINE OF STATE ROAD 9A; THENCE SOUTHERLY ALONG SAID RIGHT OF WAY LINE THE FOLLOWING COURSES AND DISTANCES: COURSE NO. 1 SOUTH 02 DEGREES 14 MINUTES 51 SECONDS EAST A DISTANCE OF 812.41 FEET; COURSE NO. 2 SOUTH 00 DEGREES 19 MINUTES 07 SECONDS EAST A DISTANCE OF 403.45 FEET TO A POINT ON A CURVE CONCAVE EASTERLY HAVING A RADIUS OF 5839.58 FEET; THENCE SOUTHERLY ALONG AND AROUND THE ARC OF SAID CURVE AN ARC DISTANCE OF 220.14 FEET, SAID ARC BEING SUBTENDED BY A CHORD BEARING AND DISTANCE OF SOUTH 01 DEGREES 24 MINUTES 02 SECONDS EAST 220.13 FEET TO THE POINT OF TANGENCY OF SAID CURVE; THENCE SOUTH 02 DEGREES 28 MINUTES 57 SECONDS EAST A DISTANCE OF 298.14 FEET TO THE SOUTHERLY LINE OF SAID SECTION; THENCE SOUTH 89 DEGREES 31 MINUTES 46 SECONDS WEST ALONG SAID SOUTHERLY LINE A DISTANCE OF 1320.57 FEET; THENCE NORTH 00 DEGREES 19 MINUTES 07 SECONDS WEST ALONG THE WESTERLY LINE OF SAID SECTION A DISTANCE OF 2643.17 FEET TO THE POINT OF BEGINNING. CONTAINING 88.42 ACRES MORE OR LESS. TOGETHER WITH THOSE EASEMENT RIGHTS AS SET FORTH IN OFFICIAL RECORDS BOOK 10981, PAGE 2262 OF THE CURRENT PUBLIC RECORDS OF SAID COUNTY, SUBJECT TO ALL MATTERS OF RECORD. THENCE NORTH 89 DEGREES 41 MINUTES 06 SECONDS EAST ALONG THE NORTH LINE A DISTANCE OF 412.36 FEET; THENCE SOUTH 00 DEGREES 12 MINUTES 33 SECONDS EAST A DISTANCE OF 330.00 FEET; THENCE SOUTH 89 DEGREES 41 MINUTES 06 SECONDS WEST A DISTANCE OF 412.36 FEET; THENCE NORTH 00 DEGREES 12 MINUTES 33 SECONDS WEST A DISTANCE OF 330.00 FEET TO THE POINT OF BEGINNING.	[7, 386, 765, 423]
footer-copyright: © 2021 CLARSON AND ASSOCIATES, INC.	[944, 669, 1020, 673]
legal-paragraph: ALL OF TRACTS 1 THROUGH 8, INCLUSIVE OF THE NORTHWEST 1/4 OF THE NORTHWEST 1/4, TOGETHER WITH ALL OF TRACTS 3, 4 AND 8, OF THE NORTHEAST 1/4 OF THE NORTHWEST 1/4, TOGETHER WITH ALL OF TRACTS 3 AND 4 AND A PORTION OF TRACTS 1, 2, 5, 6, 7 AND 8 OF THE SOUTHWEST 1/4 OF THE NORTHWEST 1/4 OF SECTION 33, TOWNSHIP 2 SOUTH, RANGE 26 EAST AS SHOWN ON THE PLAT OF JACKSONVILLE FARMS, AS RECORDED IN PLAT BOOK 3, PAGE 4 OF THE CURRENT PUBLIC RECORDS OF DUVAL COUNTY, FLORIDA, TOGETHER WITH A PORTION OF TRACT 4 OF THE NORTHWEST 1/4 OF THE SOUTHWEST 1/4 AND A PORTION OF TRACT 4 OF THE SOUTHWEST 1/4 OF THE SOUTHWEST 1/4 OF SAID SECTION 33, BEING MORE PARTICULARLY DESCRIBED AS FOLLOWS: BEGINNING AT THE NORTHWEST CORNER OF SAID SECTION 33; THENCE NORTH 89 DEGREES 38 MINUTES 12 SECONDS EAST ALONG THE NORTH LINE OF SAID SECTION 33, A DISTANCE OF 1658.22 FEET TO THE NORTHERLY PROLONGATION OF THE EASTERLY LINE OF SAID TRACT 4; THENCE SOUTH 00 DEGREES 19 MINUTES 07 SECONDS EAST ALONG SAID PROLONGATION AND ALONG THE EASTERLY LINE OF SAID TRACT 4 A DISTANCE OF 1321.53 FEET TO AN IRON PIPE AND CAP STAMPED LB 4356; THENCE SOUTH 89 DEGREES 31 MINUTES 46 SECONDS WEST ALONG THE SOUTHERLY LINE OF SAID TRACT A DISTANCE OF 660.00 FEET TO THE WESTERLY RIGHT OF WAY LINE OF STATE ROAD 9A; THENCE SOUTHERLY ALONG SAID RIGHT OF WAY LINE THE FOLLOWING COURSES AND DISTANCES: COURSE NO. 1 SOUTH 02 DEGREES 14 MINUTES 51 SECONDS EAST A DISTANCE OF 812.41 FEET; COURSE NO. 2 SOUTH 00 DEGREES 19 MINUTES 07 SECONDS EAST A DISTANCE OF 403.45 FEET TO A POINT ON A CURVE CONCAVE EASTERLY HAVING A RADIUS OF 5839.58 FEET; THENCE SOUTHERLY ALONG AND AROUND THE ARC OF SAID CURVE AN ARC DISTANCE OF 220.14 FEET, SAID ARC BEING SUBTENDED BY A CHORD BEARING AND DISTANCE OF SOUTH 01 DEGREES 24 MINUTES 02 SECONDS EAST 220.13 FEET TO THE POINT OF TANGENCY OF SAID CURVE; THENCE SOUTH 02 DEGREES 28 MINUTES 57 SECONDS EAST A DISTANCE OF 298.14 FEET TO THE SOUTHERLY LINE OF SAID SECTION; THENCE SOUTH 89 DEGREES 31 MINUTES 46 SECONDS WEST ALONG SAID SOUTHERLY LINE A DISTANCE OF 1320.57 FEET; THENCE NORTH 00 DEGREES 19 MINUTES 07 SECONDS WEST ALONG THE WESTERLY LINE OF SAID SECTION A DISTANCE OF 2643.17 FEET TO THE POINT OF BEGINNING. CONTAINING 88.42 ACRES MORE OR LESS. TOGETHER WITH THOSE EASEMENT RIGHTS AS SET FORTH IN OFFICIAL RECORDS BOOK 10981, PAGE 2262 OF THE CURRENT PUBLIC RECORDS OF SAID COUNTY, SUBJECT TO ALL MATTERS OF RECORD. THENCE NORTH 89 DEGREES 41 MINUTES 06 SECONDS EAST ALONG THE NORTH LINE A DISTANCE OF 412.36 FEET; THENCE SOUTH 00 DEGREES 12 MINUTES 33 SECONDS EAST A DISTANCE OF 330.00 FEET; THENCE SOUTH 89 DEGREES 41 MINUTES 06 SECONDS WEST A DISTANCE OF 412.36 FEET; THENCE NORTH 00 DEGREES 12 MINUTES 33 SECONDS WEST A DISTANCE OF 330.00 FEET TO THE POINT OF BEGINNING.	[7, 77, 765, 114]
north-parcel-label: NORTH PARCEL:	[7, 254, 36, 259]
note-item: ITEM 11 - RIGHTS OF PARTIES, AS TENANTS ONLY, UNDER UNRECORDED LEASES OR RENTAL AGREEMENTS. NOT A SURVEY MATTER.	[775, 265, 991, 270]
job-field: Scale:	[801, 618, 812, 622]
sheet-line: SHEET 1 OF 7	[376, 646, 404, 651]
legal-paragraph: ALL OF TRACTS 1 THROUGH 8, INCLUSIVE OF THE NORTHWEST 1/4 OF THE NORTHWEST 1/4, TOGETHER WITH ALL OF TRACTS 3, 4 AND 8, OF THE NORTHEAST 1/4 OF THE NORTHWEST 1/4, TOGETHER WITH ALL OF TRACTS 3 AND 4 AND A PORTION OF TRACTS 1, 2, 5, 6, 7 AND 8 OF THE SOUTHWEST 1/4 OF THE NORTHWEST 1/4 OF SECTION 33, TOWNSHIP 2 SOUTH, RANGE 26 EAST AS SHOWN ON THE PLAT OF JACKSONVILLE FARMS, AS RECORDED IN PLAT BOOK 3, PAGE 4 OF THE CURRENT PUBLIC RECORDS OF DUVAL COUNTY, FLORIDA, TOGETHER WITH A PORTION OF TRACT 4 OF THE NORTHWEST 1/4 OF THE SOUTHWEST 1/4 AND A PORTION OF TRACT 4 OF THE SOUTHWEST 1/4 OF THE SOUTHWEST 1/4 OF SAID SECTION 33, BEING MORE PARTICULARLY DESCRIBED AS FOLLOWS: BEGINNING AT THE NORTHWEST CORNER OF SAID SECTION 33; THENCE NORTH 89 DEGREES 38 MINUTES 12 SECONDS EAST ALONG THE NORTH LINE OF SAID SECTION 33, A DISTANCE OF 1658.22 FEET TO THE NORTHERLY PROLONGATION OF THE EASTERLY LINE OF SAID TRACT 4; THENCE SOUTH 00 DEGREES 19 MINUTES 07 SECONDS EAST ALONG SAID PROLONGATION AND ALONG THE EASTERLY LINE OF SAID TRACT 4 A DISTANCE OF 1321.53 FEET TO AN IRON PIPE AND CAP STAMPED LB 4356; THENCE SOUTH 89 DEGREES 31 MINUTES 46 SECONDS WEST ALONG THE SOUTHERLY LINE OF SAID TRACT A DISTANCE OF 660.00 FEET TO THE WESTERLY RIGHT OF WAY LINE OF STATE ROAD 9A; THENCE SOUTHERLY ALONG SAID RIGHT OF WAY LINE THE FOLLOWING COURSES AND DISTANCES: COURSE NO. 1 SOUTH 02 DEGREES 14 MINUTES 51 SECONDS EAST A DISTANCE OF 812.41 FEET; COURSE NO. 2 SOUTH 00 DEGREES 19 MINUTES 07 SECONDS EAST A DISTANCE OF 403.45 FEET TO A POINT ON A CURVE CONCAVE EASTERLY HAVING A RADIUS OF 5839.58 FEET; THENCE SOUTHERLY ALONG AND AROUND THE ARC OF SAID CURVE AN ARC DISTANCE OF 220.14 FEET, SAID ARC BEING SUBTENDED BY A CHORD BEARING AND DISTANCE OF SOUTH 01 DEGREES 24 MINUTES 02 SECONDS EAST 220.13 FEET TO THE POINT OF TANGENCY OF SAID CURVE; THENCE SOUTH 02 DEGREES 28 MINUTES 57 SECONDS EAST A DISTANCE OF 298.14 FEET TO THE SOUTHERLY LINE OF SAID SECTION; THENCE SOUTH 89 DEGREES 31 MINUTES 46 SECONDS WEST ALONG SAID SOUTHERLY LINE A DISTANCE OF 1320.57 FEET; THENCE NORTH 00 DEGREES 19 MINUTES 07 SECONDS WEST ALONG THE WESTERLY LINE OF SAID SECTION A DISTANCE OF 2643.17 FEET TO THE POINT OF BEGINNING. CONTAINING 88.42 ACRES MORE OR LESS. TOGETHER WITH THOSE EASEMENT RIGHTS AS SET FORTH IN OFFICIAL RECORDS BOOK 10981, PAGE 2262 OF THE CURRENT PUBLIC RECORDS OF SAID COUNTY, SUBJECT TO ALL MATTERS OF RECORD. THENCE NORTH 89 DEGREES 41 MINUTES 06 SECONDS EAST ALONG THE NORTH LINE A DISTANCE OF 412.36 FEET; THENCE SOUTH 00 DEGREES 12 MINUTES 33 SECONDS EAST A DISTANCE OF 330.00 FEET; THENCE SOUTH 89 DEGREES 41 MINUTES 06 SECONDS WEST A DISTANCE OF 412.36 FEET; THENCE NORTH 00 DEGREES 12 MINUTES 33 SECONDS WEST A DISTANCE OF 330.00 FEET TO THE POINT OF BEGINNING.	[7, 37, 765, 75]
note-item-red: ITEM 12 - RECREATIONAL DEDICATIONS, RESERVATIONS, SETBACKS AND EASEMENTS, IF ANY, AS INDICATED AND/OR SHOWN ON THE PLAT OF JACKSONVILLE FARMS, RECORDED IN PLAT BOOK 3, PAGE 4. AFFECTS SUBJECT PROPERTY, NO PLOTTABLE EASEMENTS.	[775, 272, 1006, 282]
note-item: ITEM 13 - RIGHTS OF THE UNITED STATES OF AMERICA, THE STATE OF FLORIDA OR ANY OTHER AGENCY IN AND TO ANY PORTION LYING WITHIN NAVIGABLE WATERS. NOT A SURVEY MATTER.	[775, 284, 1008, 293]
job-field: Checked By:	[801, 628, 823, 632]
job-field: Survey Date:	[801, 613, 823, 617]
legal-caption: (LEGAL DESCRIPTION PER COMMITMENT)	[7, 24, 78, 28]
